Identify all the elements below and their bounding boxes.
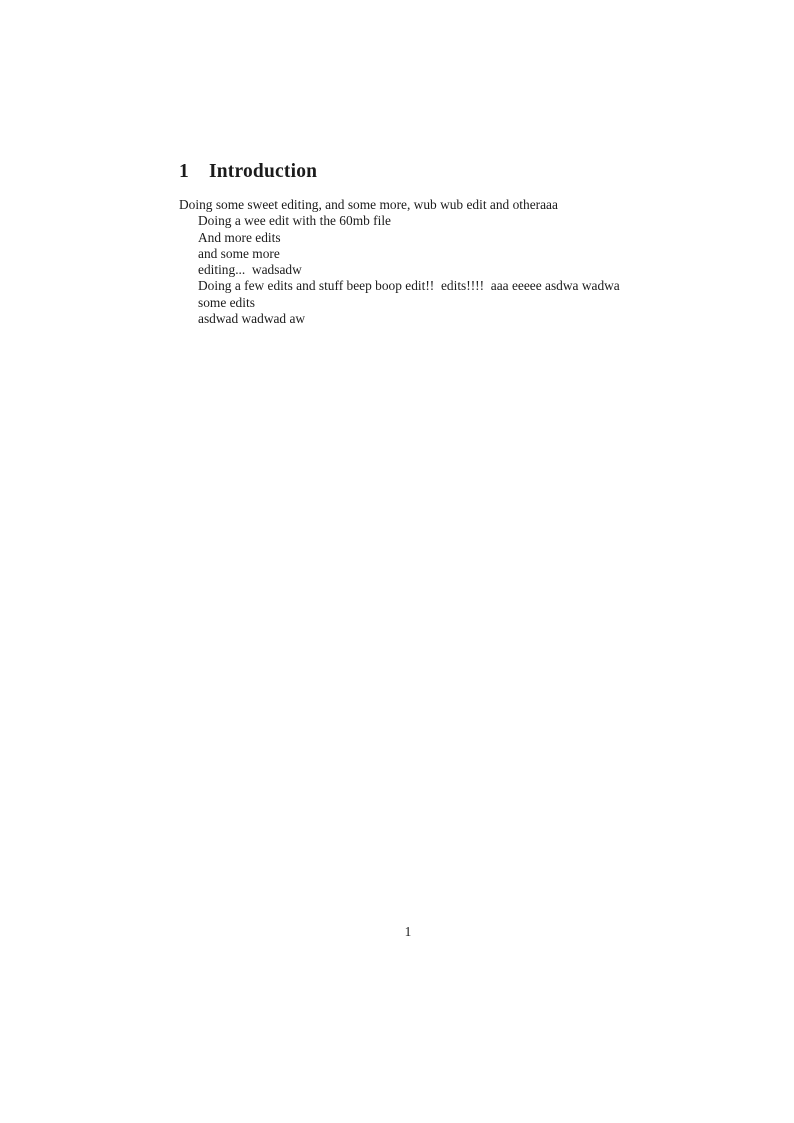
section-heading	[179, 161, 637, 183]
paragraph-line: editing... wadsadw	[198, 262, 302, 278]
paragraph-line: and some more	[198, 245, 280, 261]
paragraph-line: asdwad wadwad aw	[198, 311, 306, 327]
paragraph-line: some edits	[198, 294, 255, 310]
section-title: Introduction	[208, 161, 318, 182]
paragraph-line: Doing a wee edit with the 60mb file	[198, 213, 392, 229]
paragraph-line: Doing a few edits and stuff beep boop edit!! edits!!!! aaa eeeee asdwa wadwa	[198, 278, 620, 294]
page-number: 1	[404, 924, 412, 939]
page-content	[179, 161, 637, 327]
paragraph-line: And more edits	[198, 229, 281, 245]
section-number: 1	[179, 161, 189, 182]
paragraph-line: Doing some sweet editing, and some more, wub wub edit and otheraaa	[179, 197, 558, 212]
